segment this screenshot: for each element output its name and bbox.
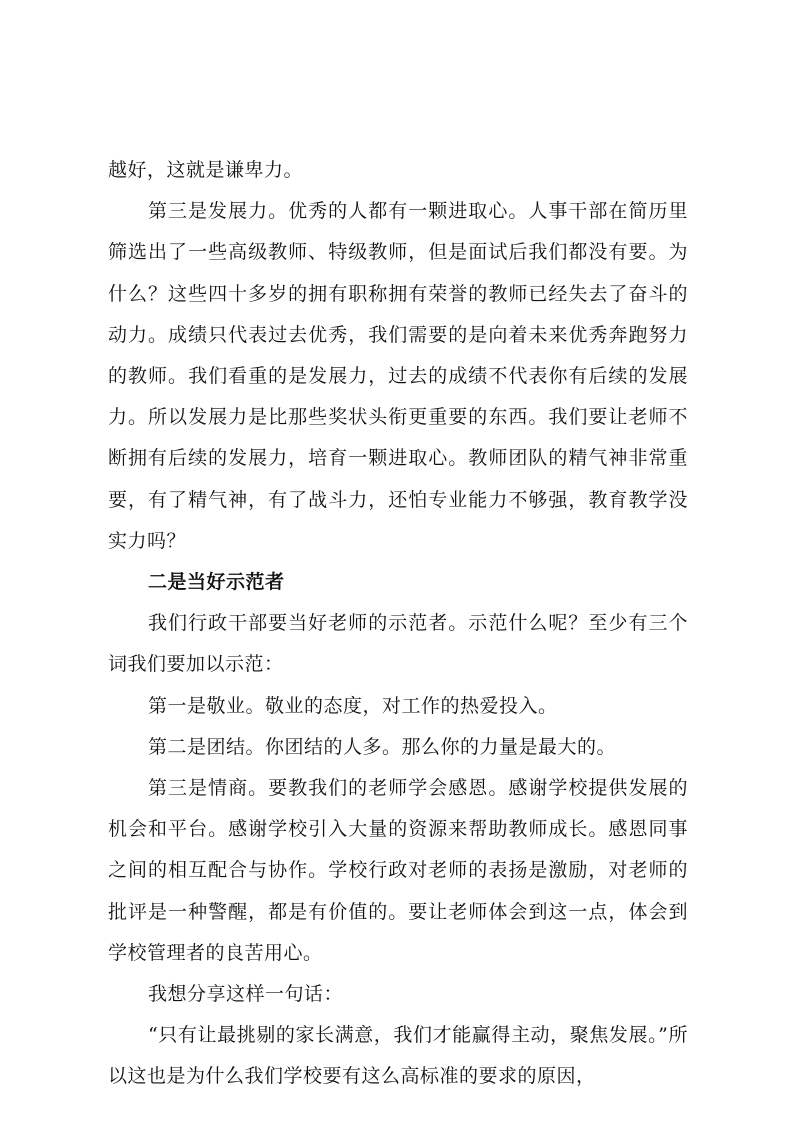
paragraph-quote: “只有让最挑剔的家长满意，我们才能赢得主动，聚焦发展。”所以这也是为什么我们学校要有这么高标准的要求的原因，: [108, 1024, 688, 1088]
paragraph-dedication: 第一是敬业。敬业的态度，对工作的热爱投入。: [148, 694, 558, 717]
paragraph-continuation: 越好，这就是谦卑力。: [108, 159, 304, 181]
paragraph-development: 第三是发展力。优秀的人都有一颗进取心。人事干部在简历里筛选出了一些高级教师、特级教师，但是面试后我们都没有要。为什么？这些四十多岁的拥有职称拥有荣誉的教师已经失去了奋斗的动力。成绩只代表过去优秀，我们需要的是向着未来优秀奔跑努力的教师。我们看重的是发展力，过去的成绩不代表你有后续的发展力。所以发展力是比那些奖状头衔更重要的东西。我们要让老师不断拥有后续的发展力，培育一颗进取心。教师团队的精气神非常重要，有了精气神，有了战斗力，还怕专业能力不够强，教育教学没实力吗？: [108, 200, 688, 552]
section-heading: 二是当好示范者: [148, 571, 285, 594]
paragraph-share-intro: 我想分享这样一句话：: [148, 983, 344, 1006]
paragraph-role-model: 我们行政干部要当好老师的示范者。示范什么呢？至少有三个词我们要加以示范：: [108, 612, 688, 676]
paragraph-unity: 第二是团结。你团结的人多。那么你的力量是最大的。: [148, 735, 617, 758]
document-page: [108, 150, 688, 1098]
paragraph-eq: 第三是情商。要教我们的老师学会感恩。感谢学校提供发展的机会和平台。感谢学校引入大量的资源来帮助教师成长。感恩同事之间的相互配合与协作。学校行政对老师的表扬是激励，对老师的批评是一种警醒，都是有价值的。要让老师体会到这一点，体会到学校管理者的良苦用心。: [108, 777, 688, 964]
